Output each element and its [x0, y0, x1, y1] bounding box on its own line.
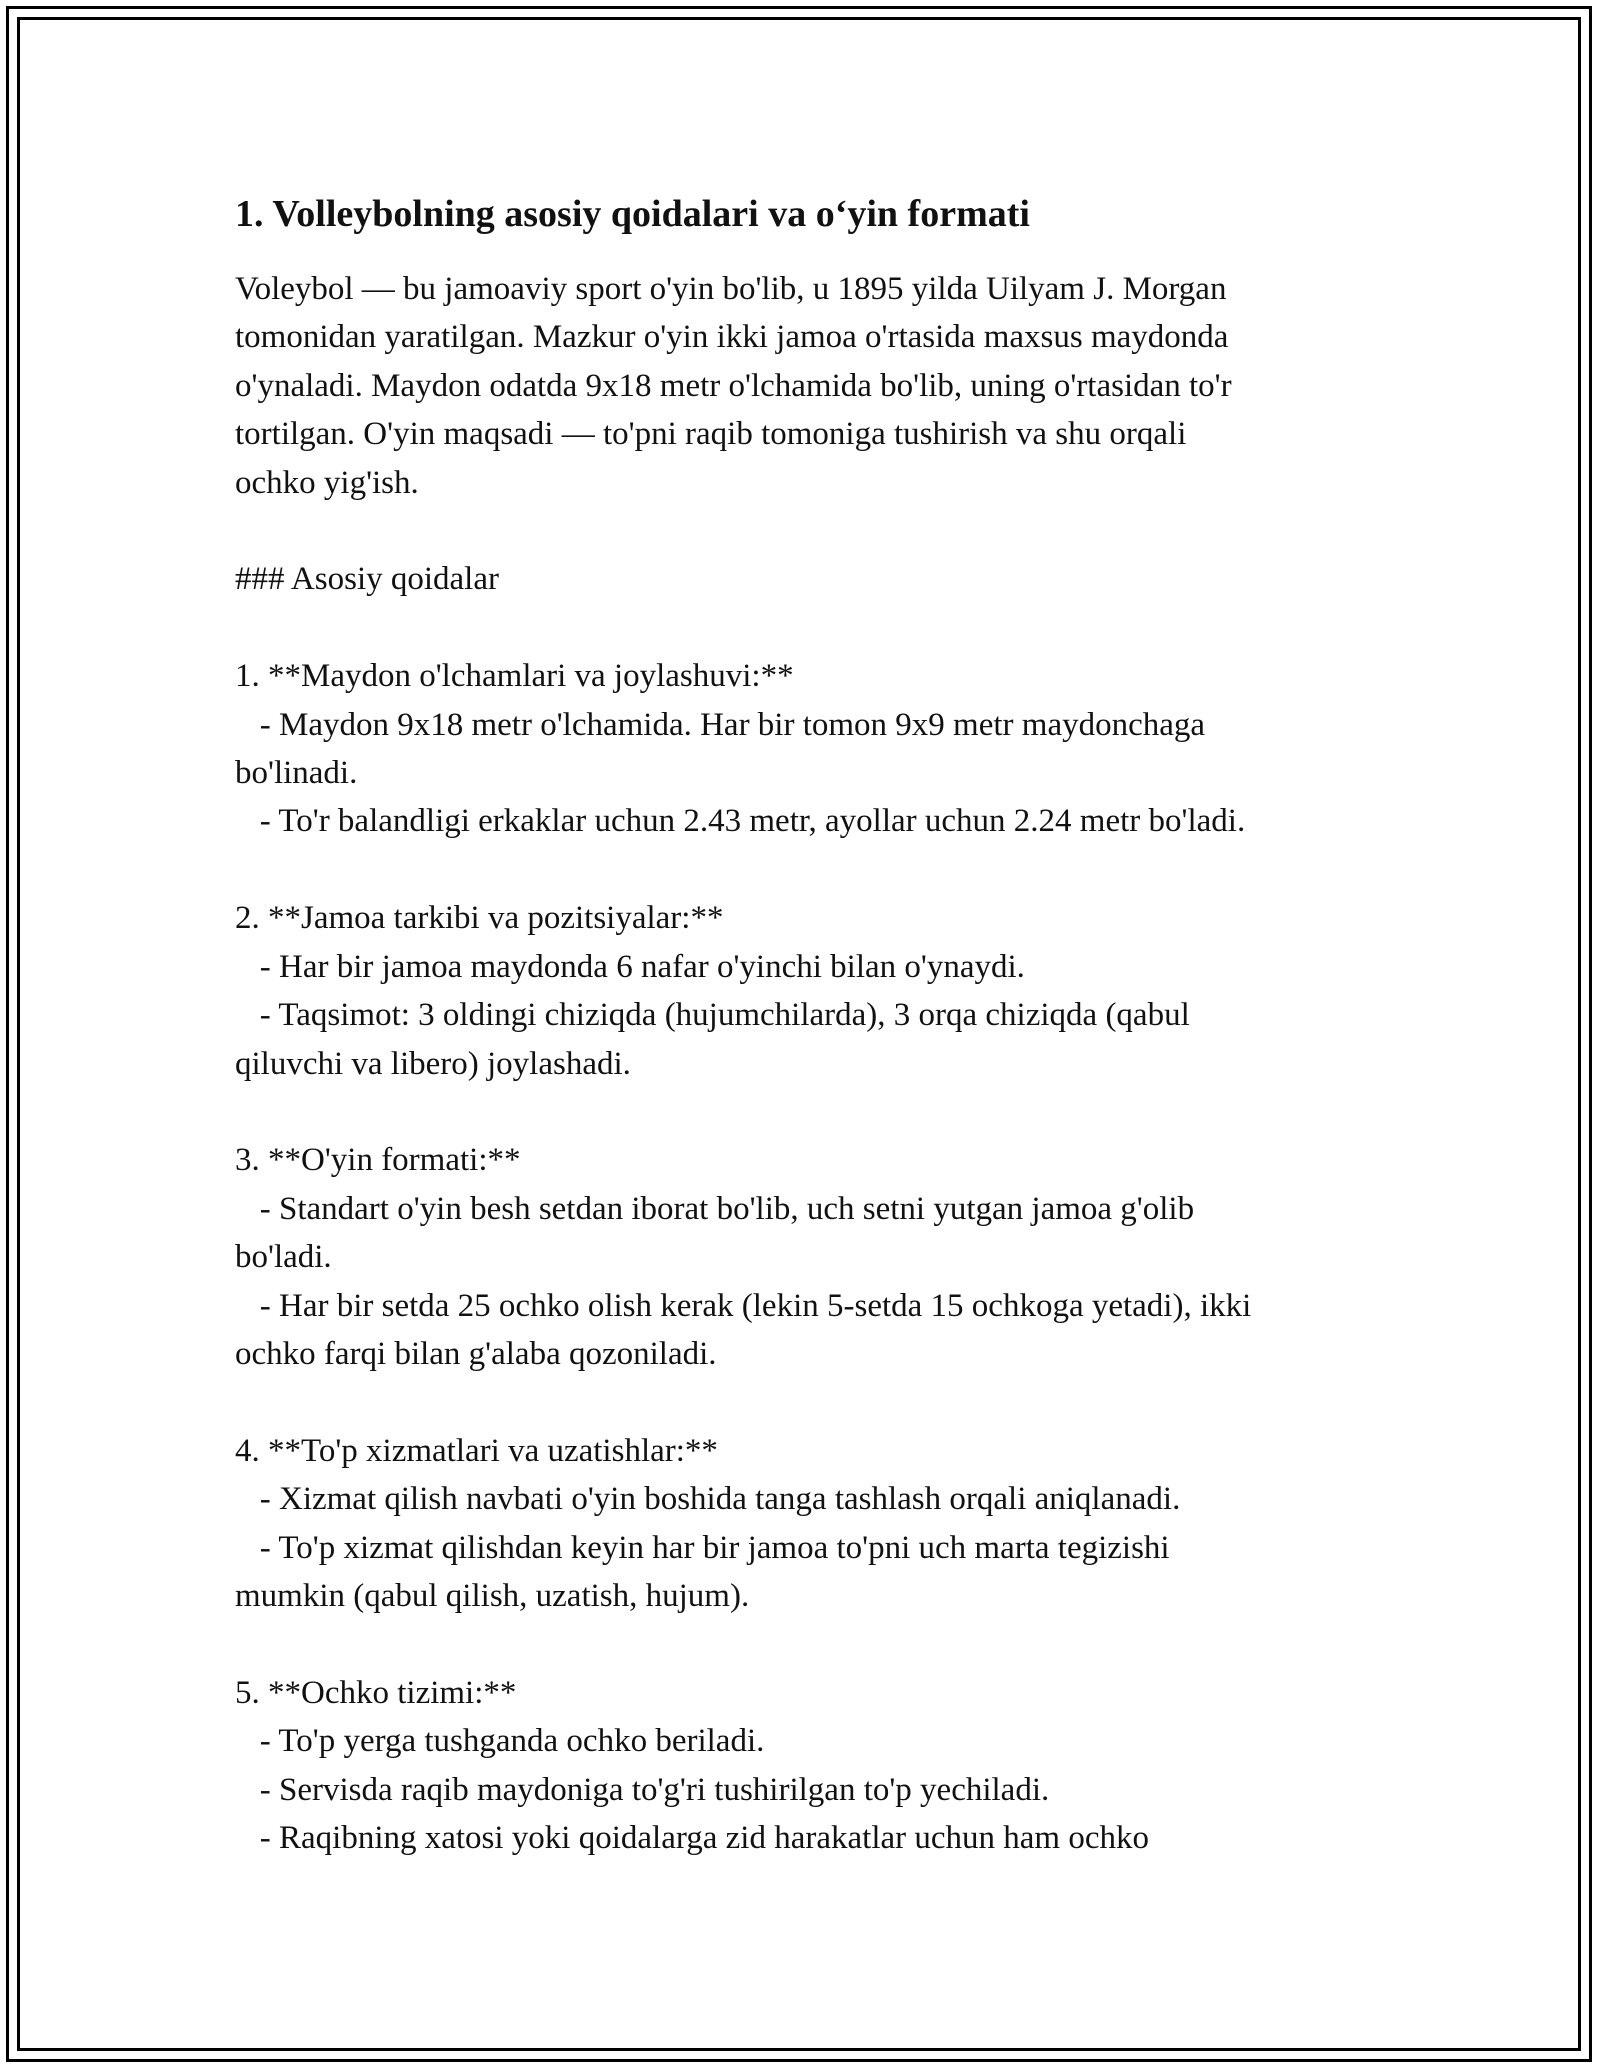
document-content — [235, 185, 1415, 1862]
body-text: Voleybol — bu jamoaviy sport o'yin bo'lib, u 1895 yilda Uilyam J. Morgan tomonidan yaratilgan. Mazkur o'yin ikki jamoa o'rtasida maxsus maydonda o'ynaladi. Maydon odatda 9x18 metr o'lchamida bo'lib, uning o'rtasidan to'r tortilgan. O'yin maqsadi — to'pni raqib tomoniga tushirish va shu orqali ochko yig'ish. ### Asosiy qoidalar 1. **Maydon o'lchamlari va joylashuvi:** - Maydon 9x18 metr o'lchamida. Har bir tomon 9x9 metr maydonchaga bo'linadi. - To'r balandligi erkaklar uchun 2.43 metr, ayollar uchun 2.24 metr bo'ladi. 2. **Jamoa tarkibi va pozitsiyalar:** - Har bir jamoa maydonda 6 nafar o'yinchi bilan o'ynaydi. - Taqsimot: 3 oldingi chiziqda (hujumchilarda), 3 orqa chiziqda (qabul qiluvchi va libero) joylashadi. 3. **O'yin formati:** - Standart o'yin besh setdan iborat bo'lib, uch setni yutgan jamoa g'olib bo'ladi. - Har bir setda 25 ochko olish kerak (lekin 5-setda 15 ochkoga yetadi), ikki ochko farqi bilan g'alaba qozoniladi. 4. **To'p xizmatlari va uzatishlar:** - Xizmat qilish navbati o'yin boshida tanga tashlash orqali aniqlanadi. - To'p xizmat qilishdan keyin har bir jamoa to'pni uch marta tegizishi mumkin (qabul qilish, uzatish, hujum). 5. **Ochko tizimi:** - To'p yerga tushganda ochko beriladi. - Servisda raqib maydoniga to'g'ri tushirilgan to'p yechiladi. - Raqibning xatosi yoki qoidalarga zid harakatlar uchun ham ochko — [235, 271, 1252, 1856]
section-heading: 1. Volleybolning asosiy qoidalari va o‘yin formati — [235, 193, 1030, 235]
